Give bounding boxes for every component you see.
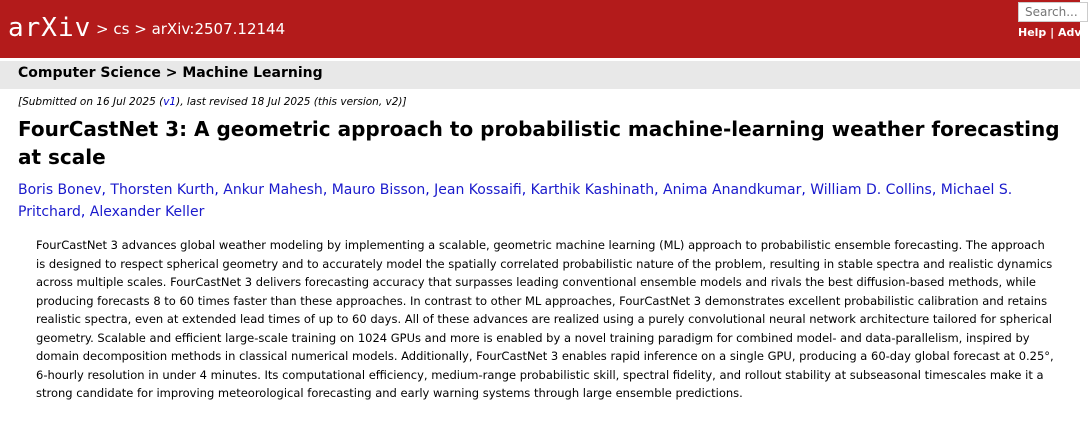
arxiv-logo[interactable]: arXiv xyxy=(8,13,92,43)
author-list: Boris Bonev, Thorsten Kurth, Ankur Mahesh, Mauro Bisson, Jean Kossaifi, Karthik Kashinath, Anima Anandkumar, William D. Collins, Michael S. Pritchard, Alexander Keller xyxy=(18,182,1013,220)
author-link[interactable]: Mauro Bisson xyxy=(331,182,426,198)
submission-prefix: [Submitted on 16 Jul 2025 ( xyxy=(18,96,164,108)
site-header xyxy=(0,0,1089,58)
help-advanced-links[interactable]: Help | Adva xyxy=(1018,26,1089,39)
author-link[interactable]: Thorsten Kurth xyxy=(110,182,215,198)
author-link[interactable]: Ankur Mahesh xyxy=(223,182,323,198)
author-link[interactable]: Michael S. Pritchard xyxy=(18,182,1013,220)
breadcrumb xyxy=(96,18,285,40)
version-v1-link[interactable]: v1 xyxy=(163,96,177,108)
abstract: FourCastNet 3 advances global weather modeling by implementing a scalable, geometric machine learning (ML) approach to probabilistic ensemble forecasting. The approach is designed to respect spherical geometry and to accurately model the spatially correlated probabilistic nature of the problem, resulting in stable spectra and realistic dynamics across multiple scales. FourCastNet 3 delivers forecasting accuracy that surpasses leading conventional ensemble models and rivals the best diffusion-based methods, while producing forecasts 8 to 60 times faster than these approaches. In contrast to other ML approaches, FourCastNet 3 demonstrates excellent probabilistic calibration and retains realistic spectra, even at extended lead times of up to 60 days. All of these advances are realized using a purely convolutional neural network architecture tailored for spherical geometry. Scalable and efficient large-scale training on 1024 GPUs and more is enabled by a novel training paradigm for combined model- and data-parallelism, inspired by domain decomposition methods in classical numerical models. Additionally, FourCastNet 3 enables rapid inference on a single GPU, producing a 60-day global forecast at 0.25°, 6-hourly resolution in under 4 minutes. Its computational efficiency, medium-range probabilistic skill, spectral fidelity, and rollout stability at subseasonal timescales make it a strong candidate for improving meteorological forecasting and early warning systems through large ensemble predictions. xyxy=(36,238,1054,400)
author-link[interactable]: Boris Bonev xyxy=(18,182,102,198)
subject-bar xyxy=(0,61,1080,89)
submission-history xyxy=(18,96,407,108)
author-link[interactable]: Anima Anandkumar xyxy=(663,182,802,198)
author-link[interactable]: William D. Collins xyxy=(810,182,932,198)
author-link[interactable]: Karthik Kashinath xyxy=(530,182,655,198)
breadcrumb-separator: > xyxy=(134,20,147,38)
author-link[interactable]: Alexander Keller xyxy=(89,204,205,220)
breadcrumb-separator: > xyxy=(96,20,109,38)
search-input[interactable] xyxy=(1018,2,1088,22)
paper-title: FourCastNet 3: A geometric approach to probabilistic machine-learning weather forecasting at scale xyxy=(18,117,1060,169)
submission-suffix: ), last revised 18 Jul 2025 (this version, v2)] xyxy=(176,96,407,108)
subject-heading: Computer Science > Machine Learning xyxy=(18,65,323,81)
breadcrumb-cs[interactable]: cs xyxy=(113,20,130,38)
breadcrumb-paper-id[interactable]: arXiv:2507.12144 xyxy=(151,20,286,38)
author-link[interactable]: Jean Kossaifi xyxy=(434,182,522,198)
